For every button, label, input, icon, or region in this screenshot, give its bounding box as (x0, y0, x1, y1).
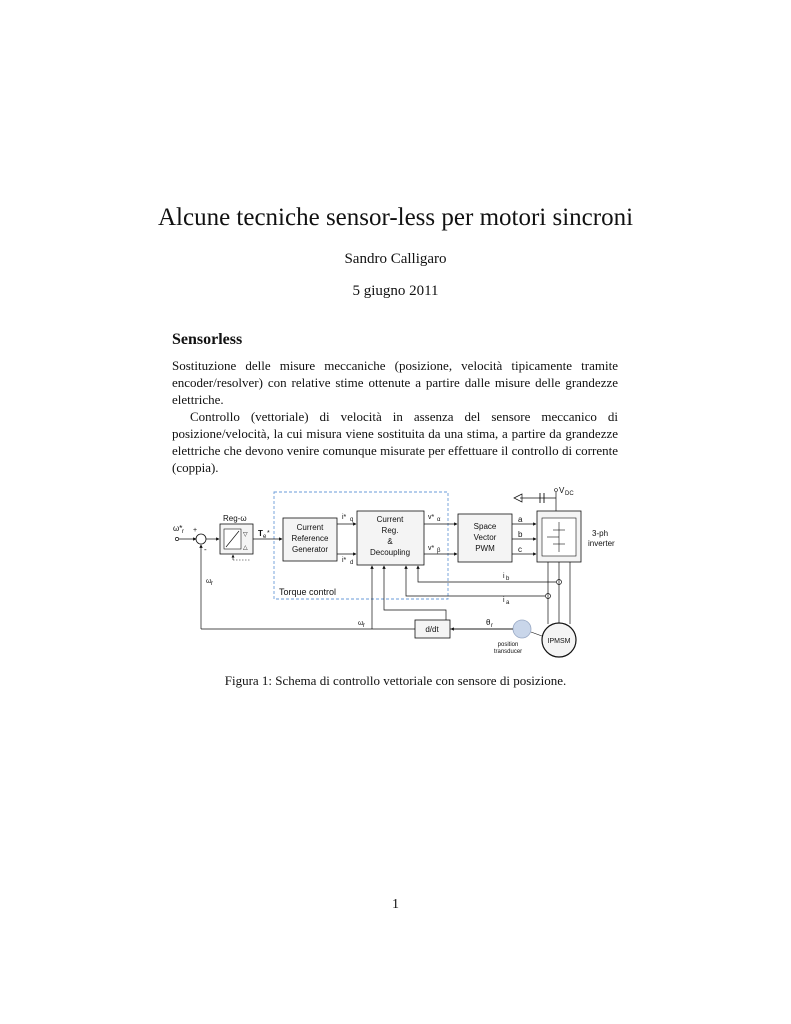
omega-fb2-label: ω (358, 620, 364, 627)
omega-fb-sub: r (211, 581, 213, 587)
svg-text:▽: ▽ (243, 532, 248, 538)
crg-line2: Reference (291, 534, 329, 543)
plus-sign: + (193, 527, 198, 534)
control-diagram (170, 484, 620, 660)
reg-omega-label: Reg-ω (223, 514, 247, 523)
iq-ref-sub: q (350, 517, 354, 523)
paragraph-1: Sostituzione delle misure meccaniche (posizione, velocità tipicamente tramite encoder/resolver) con relative stime ottenute a partire dalle misure delle grandezze elettriche. (172, 358, 618, 407)
theta-sub: r (491, 623, 493, 629)
phase-c-label: c (518, 545, 522, 554)
svm-line2: Vector (473, 533, 497, 542)
document-date: 5 giugno 2011 (352, 283, 439, 299)
v-alpha-label: v* (428, 514, 435, 521)
te-ref-star: * (267, 530, 270, 537)
v-beta-sub: β (437, 548, 441, 554)
creg-line2: Reg. (381, 526, 399, 535)
phase-a-label: a (518, 515, 523, 524)
vdc-label: V (559, 486, 565, 495)
theta-label: θ (486, 618, 491, 627)
document-author: Sandro Calligaro (344, 251, 447, 267)
inverter-line2: inverter (588, 539, 615, 548)
ib-sub: b (506, 576, 510, 582)
minus-sign: - (204, 545, 207, 554)
crg-line1: Current (296, 523, 324, 532)
figure-caption: Figura 1: Schema di controllo vettoriale con sensore di posizione. (224, 673, 567, 688)
transducer-line2: transducer (493, 649, 523, 655)
id-ref-sub: d (350, 560, 354, 566)
v-alpha-sub: α (437, 517, 441, 523)
te-ref-label: T (258, 529, 263, 538)
iq-ref-label: i* (342, 514, 347, 521)
document-title: Alcune tecniche sensor-less per motori sincroni (157, 204, 634, 231)
ddt-label: d/dt (425, 625, 439, 634)
vdc-sub: DC (565, 491, 574, 497)
creg-line1: Current (376, 515, 404, 524)
position-transducer (513, 620, 531, 638)
transducer-line1: position (497, 642, 519, 648)
v-beta-label: v* (428, 545, 435, 552)
summing-junction (196, 534, 206, 544)
te-ref-sub: e (263, 534, 267, 540)
ia-label: i (503, 597, 505, 604)
creg-line4: Decoupling (369, 548, 411, 557)
page-number: 1 (392, 897, 399, 912)
svg-text:△: △ (243, 545, 248, 551)
ib-label: i (503, 573, 505, 580)
torque-control-label: Torque control (279, 587, 337, 597)
id-ref-label: i* (342, 557, 347, 564)
omega-ref-label: ω* (173, 524, 183, 533)
input-terminal (175, 537, 178, 540)
omega-fb2-sub: r (363, 623, 365, 629)
creg-line3: & (387, 537, 393, 546)
ia-sub: a (506, 600, 510, 606)
svm-line1: Space (473, 522, 497, 531)
inverter-line1: 3-ph (592, 529, 609, 538)
motor-label: IPMSM (547, 638, 571, 645)
section-heading: Sensorless (172, 331, 243, 348)
omega-fb-label: ω (206, 578, 212, 585)
svm-line3: PWM (475, 544, 495, 553)
paragraph-2: Controllo (vettoriale) di velocità in assenza del sensore meccanico di posizione/velocità, la cui misura viene sostituita da una stima, a partire da grandezze elettriche che devono venire comunque misurate per effettuare il controllo di corrente (coppia). (172, 409, 618, 475)
phase-b-label: b (518, 530, 523, 539)
crg-line3: Generator (291, 545, 329, 554)
omega-ref-sub: r (182, 529, 184, 535)
